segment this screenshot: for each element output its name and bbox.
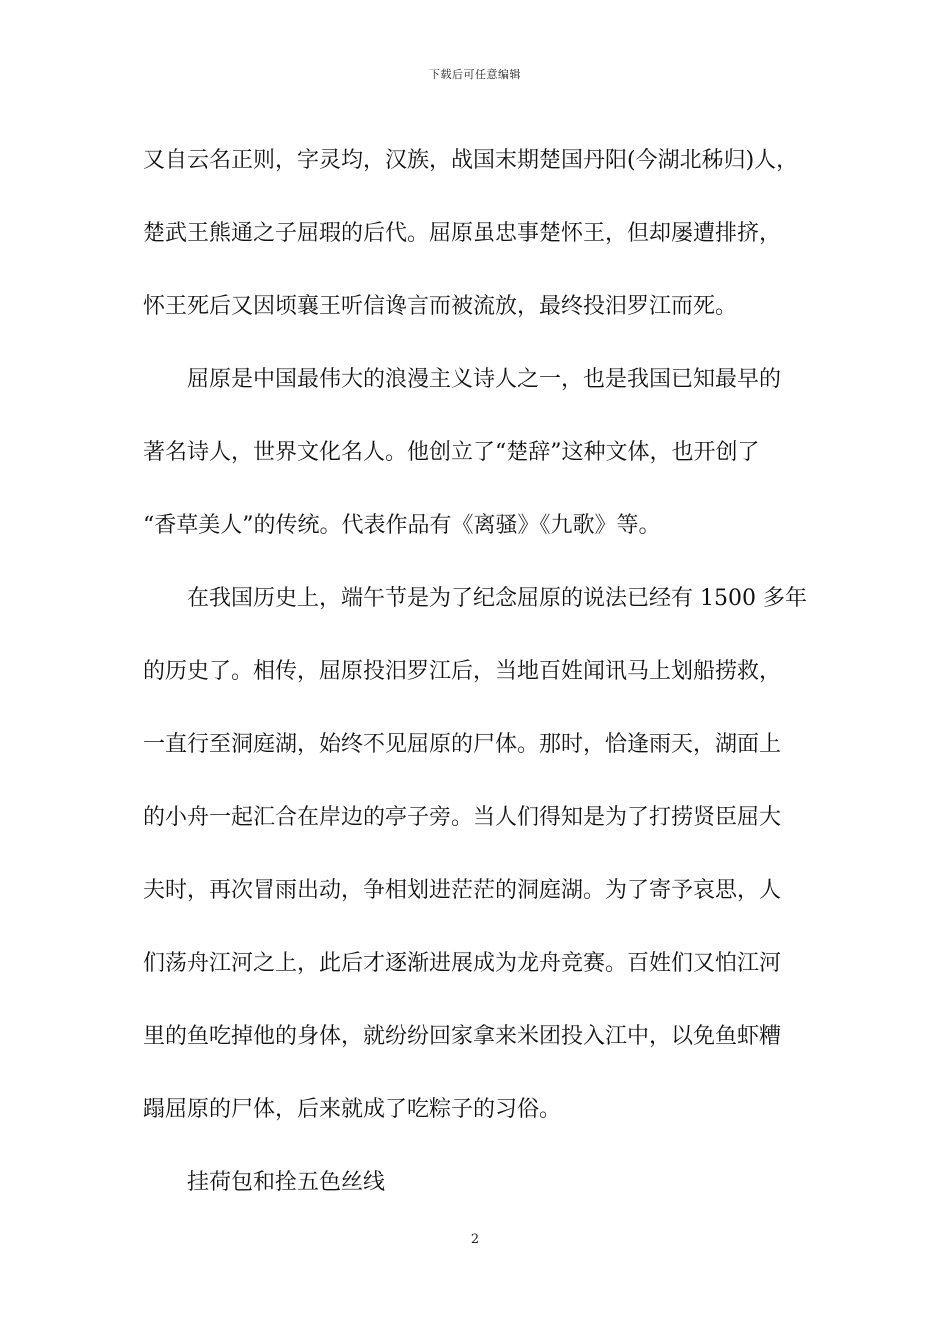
text-line: 著名诗人，世界文化名人。他创立了“楚辞”这种文体，也开创了	[143, 440, 760, 465]
text-line: 怀王死后又因顷襄王听信谗言而被流放，最终投汨罗江而死。	[143, 294, 738, 319]
text-line: 里的鱼吃掉他的身体，就纷纷回家拿来米团投入江中，以免鱼虾糟	[143, 1024, 782, 1049]
text-line: 夫时，再次冒雨出动，争相划进茫茫的洞庭湖。为了寄予哀思，人	[143, 878, 782, 903]
text-line: 的历史了。相传，屈原投汨罗江后，当地百姓闻讯马上划船捞救，	[143, 659, 782, 684]
page-header: 下载后可任意编辑	[429, 68, 521, 81]
text-line: 们荡舟江河之上，此后才逐渐进展成为龙舟竞赛。百姓们又怕江河	[143, 951, 782, 976]
text-line: 一直行至洞庭湖，始终不见屈原的尸体。那时，恰逢雨天，湖面上	[143, 732, 782, 757]
section-heading: 挂荷包和拴五色丝线	[187, 1170, 386, 1195]
paragraph-first-line: 在我国历史上，端午节是为了纪念屈原的说法已经有 1500 多年	[187, 586, 807, 611]
paragraph-first-line: 屈原是中国最伟大的浪漫主义诗人之一，也是我国已知最早的	[187, 367, 782, 392]
text-line: 又自云名正则，字灵均，汉族，战国末期楚国丹阳(今湖北秭归)人，	[143, 148, 799, 173]
text-line: “香草美人”的传统。代表作品有《离骚》《九歌》等。	[143, 513, 661, 538]
text-line: 楚武王熊通之子屈瑕的后代。屈原虽忠事楚怀王，但却屡遭排挤，	[143, 221, 782, 246]
page-number: 2	[470, 1232, 480, 1247]
text-line: 蹋屈原的尸体，后来就成了吃粽子的习俗。	[143, 1097, 562, 1122]
text-line: 的小舟一起汇合在岸边的亭子旁。当人们得知是为了打捞贤臣屈大	[143, 805, 782, 830]
body-text	[143, 124, 813, 1219]
